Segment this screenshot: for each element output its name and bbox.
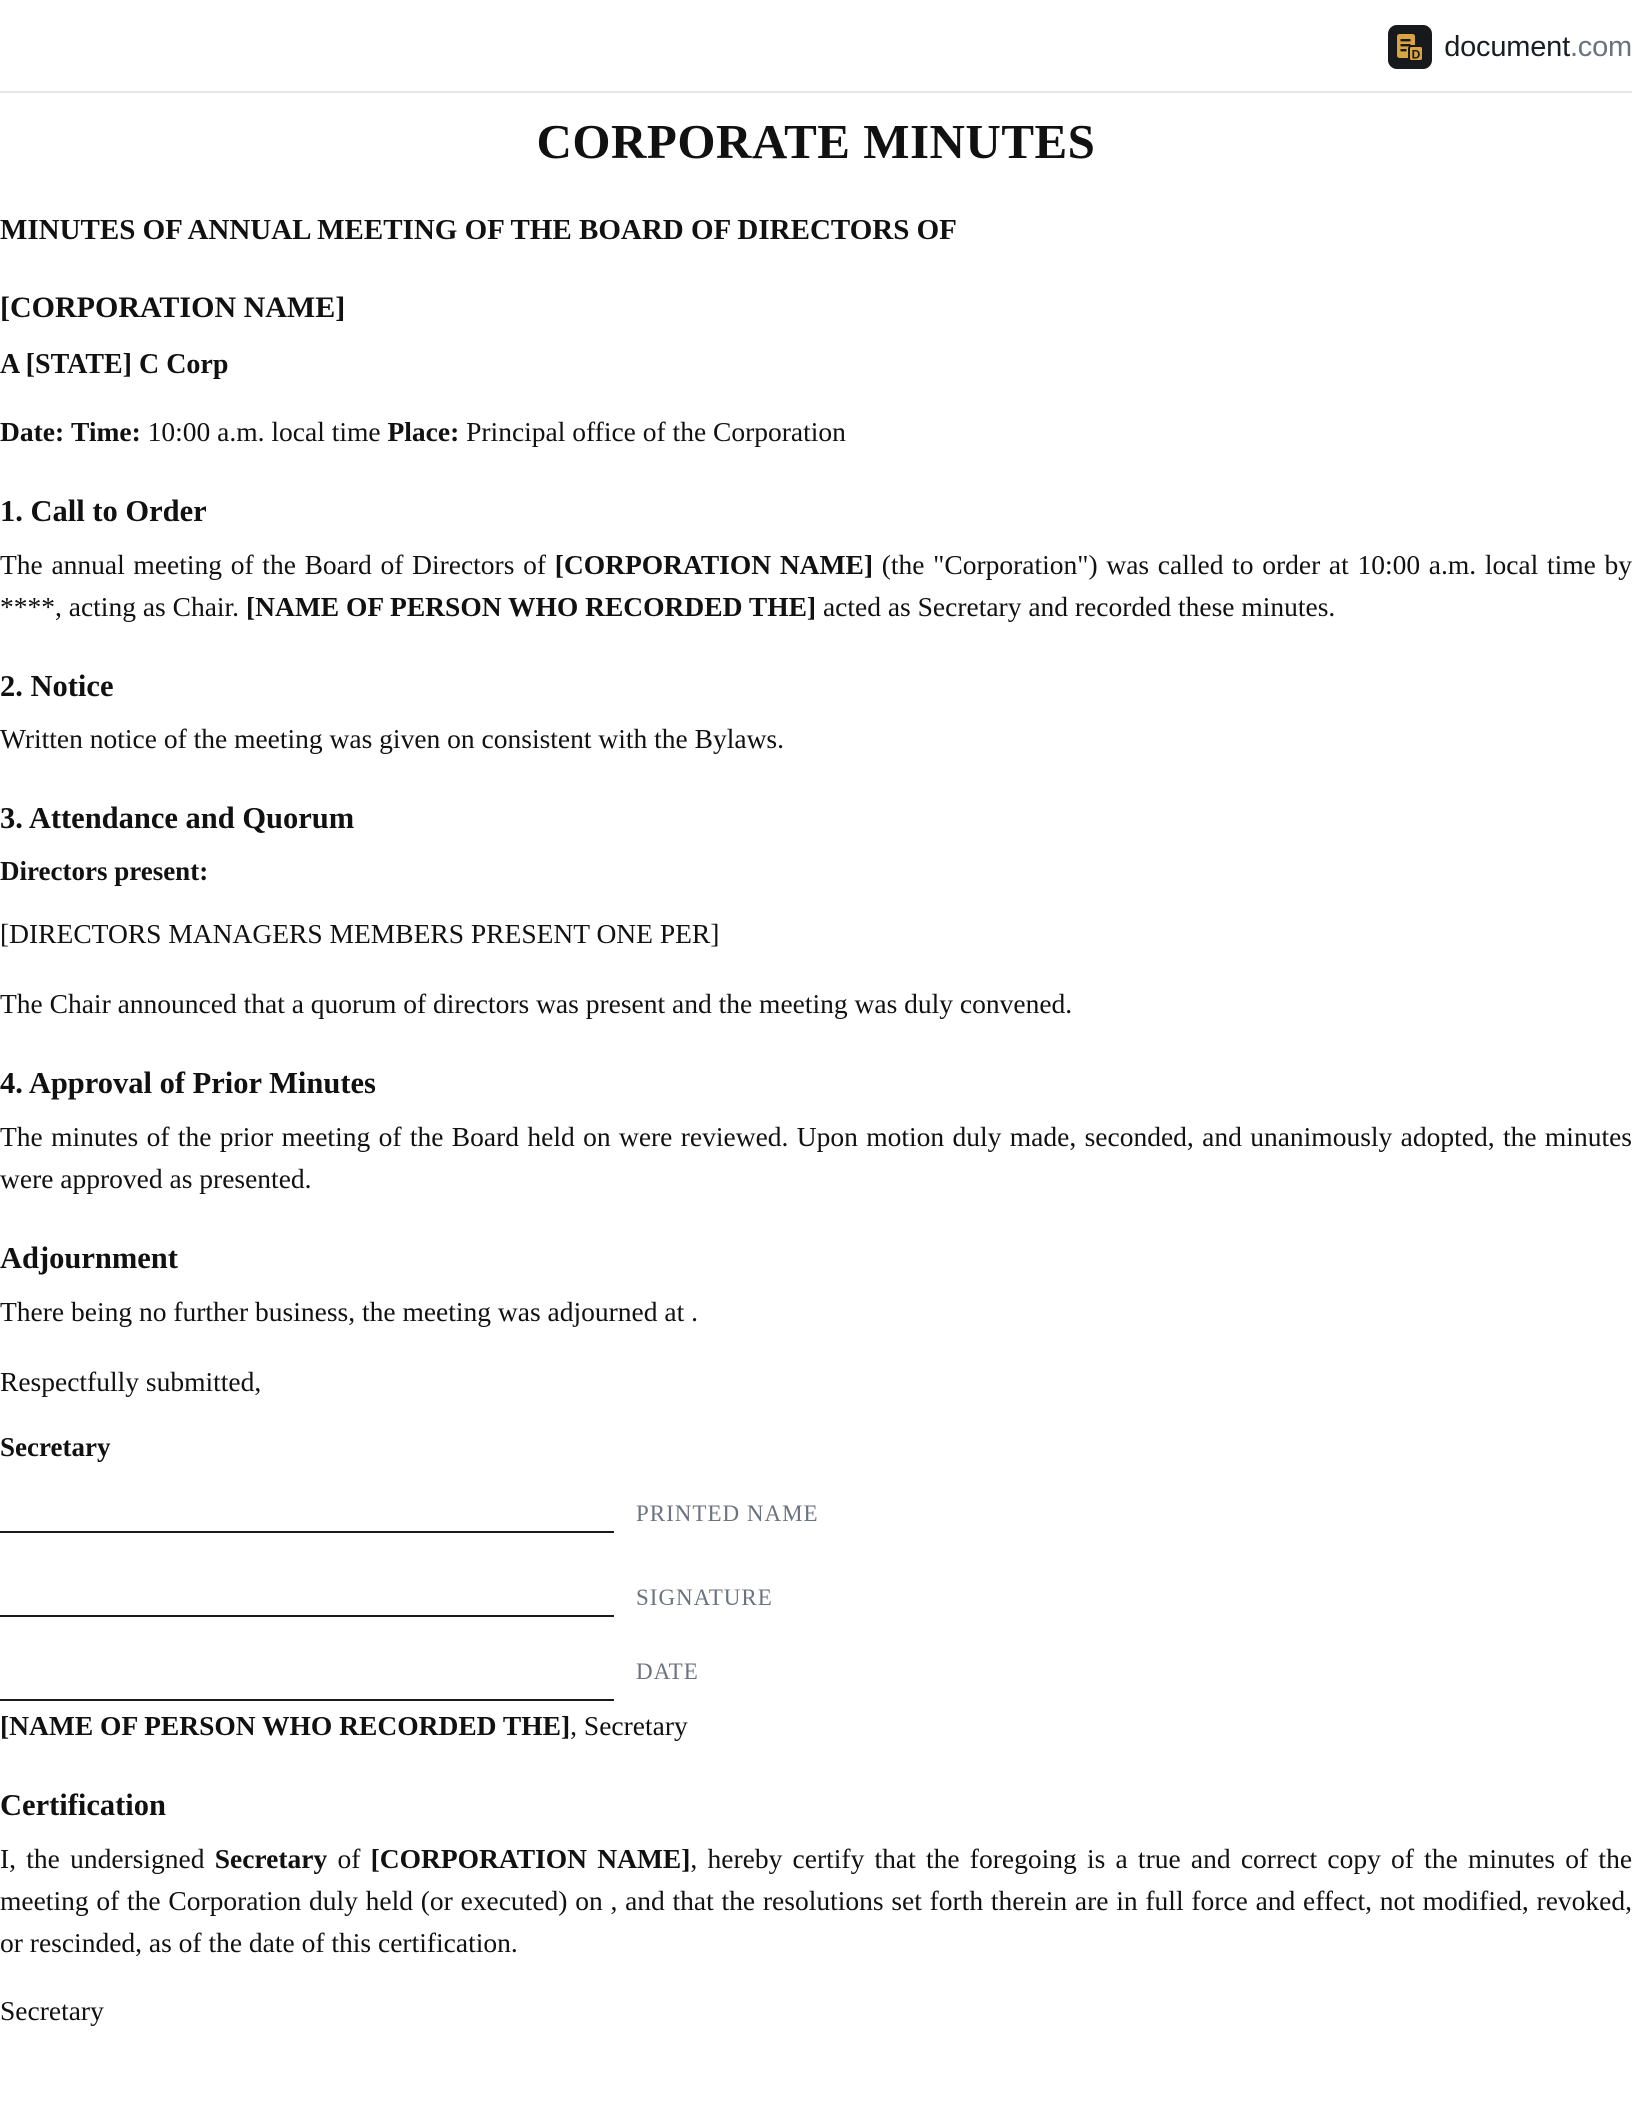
footer-secretary-partial: Secretary bbox=[0, 1994, 104, 2026]
recorder-name-inline: [NAME OF PERSON WHO RECORDED THE] bbox=[245, 590, 817, 622]
signature-label: SIGNATURE bbox=[636, 1585, 773, 1611]
meeting-meta-line bbox=[0, 411, 1632, 453]
document-subtitle: MINUTES OF ANNUAL MEETING OF THE BOARD OF DIRECTORS OF bbox=[0, 213, 957, 246]
quorum-paragraph: The Chair announced that a quorum of directors was present and the meeting was duly convened. bbox=[0, 988, 1073, 1020]
notice-paragraph: Written notice of the meeting was given on consistent with the Bylaws. bbox=[0, 723, 785, 755]
certification-role: Secretary bbox=[214, 1842, 328, 1874]
signature-block bbox=[0, 1453, 1632, 1701]
brand-logo[interactable] bbox=[1388, 25, 1632, 69]
directors-present-label: Directors present: bbox=[0, 856, 209, 887]
call-to-order-text-3: acted as Secretary and recorded these minutes. bbox=[822, 590, 1336, 622]
date-label: Date: bbox=[0, 416, 65, 448]
signature-field-printed-name[interactable] bbox=[0, 1453, 1632, 1533]
prior-minutes-paragraph: The minutes of the prior meeting of the Board held on were reviewed. Upon motion duly made, seconded, and unanimously adopted, the minutes were approved as presented. bbox=[0, 1121, 1632, 1195]
signatory-suffix: , Secretary bbox=[570, 1710, 688, 1742]
directors-present-placeholder: [DIRECTORS MANAGERS MEMBERS PRESENT ONE PER] bbox=[0, 918, 720, 950]
section-heading-notice: 2. Notice bbox=[0, 668, 114, 703]
top-header-bar bbox=[0, 0, 1632, 93]
call-to-order-text-1: The annual meeting of the Board of Directors of bbox=[0, 548, 546, 580]
corporation-name-heading: [CORPORATION NAME] bbox=[0, 290, 346, 324]
closing-line: Respectfully submitted, bbox=[0, 1365, 262, 1397]
certification-text-2: of bbox=[337, 1842, 361, 1874]
signature-field-signature[interactable] bbox=[0, 1533, 1632, 1617]
entity-type-line: A [STATE] C Corp bbox=[0, 348, 229, 380]
place-value: Principal office of the Corporation bbox=[466, 416, 846, 448]
call-to-order-paragraph bbox=[0, 544, 1632, 628]
place-label: Place: bbox=[387, 416, 460, 448]
signatory-line bbox=[0, 1705, 1632, 1747]
adjournment-paragraph: There being no further business, the meeting was adjourned at . bbox=[0, 1295, 698, 1327]
certification-corporation-name: [CORPORATION NAME] bbox=[370, 1842, 691, 1874]
signature-field-date[interactable] bbox=[0, 1617, 1632, 1701]
certification-paragraph bbox=[0, 1838, 1632, 1964]
printed-name-label: PRINTED NAME bbox=[636, 1501, 819, 1527]
document-title: CORPORATE MINUTES bbox=[536, 114, 1096, 169]
document-body bbox=[0, 93, 1632, 2032]
section-heading-adjournment: Adjournment bbox=[0, 1241, 178, 1276]
time-value: 10:00 a.m. local time bbox=[147, 416, 381, 448]
date-line[interactable] bbox=[0, 1699, 614, 1701]
document-logo-icon bbox=[1388, 25, 1432, 69]
call-to-order-text-2: (the "Corporation") was called to order at 10:00 a.m. local time by ****, acting as Chair. bbox=[0, 548, 1632, 622]
date-label-field: DATE bbox=[636, 1659, 699, 1685]
secretary-role-label: Secretary bbox=[0, 1431, 111, 1462]
section-heading-prior-minutes: 4. Approval of Prior Minutes bbox=[0, 1066, 376, 1101]
section-heading-call-to-order: 1. Call to Order bbox=[0, 494, 207, 529]
time-label: Time: bbox=[71, 416, 141, 448]
section-heading-certification: Certification bbox=[0, 1788, 166, 1823]
certification-text-1: I, the undersigned bbox=[0, 1842, 205, 1874]
signatory-name: [NAME OF PERSON WHO RECORDED THE] bbox=[0, 1710, 571, 1742]
section-heading-attendance: 3. Attendance and Quorum bbox=[0, 801, 355, 836]
corporation-name-inline: [CORPORATION NAME] bbox=[554, 548, 873, 580]
brand-wordmark: document.com bbox=[1444, 30, 1632, 63]
svg-text:D: D bbox=[1411, 47, 1421, 62]
certification-text-3: , hereby certify that the foregoing is a true and correct copy of the minutes of the meeting of the Corporation duly held (or executed) on , and that the resolutions set forth therein are in full force and effect, not modified, revoked, or rescinded, as of the date of this certification. bbox=[0, 1842, 1632, 1958]
